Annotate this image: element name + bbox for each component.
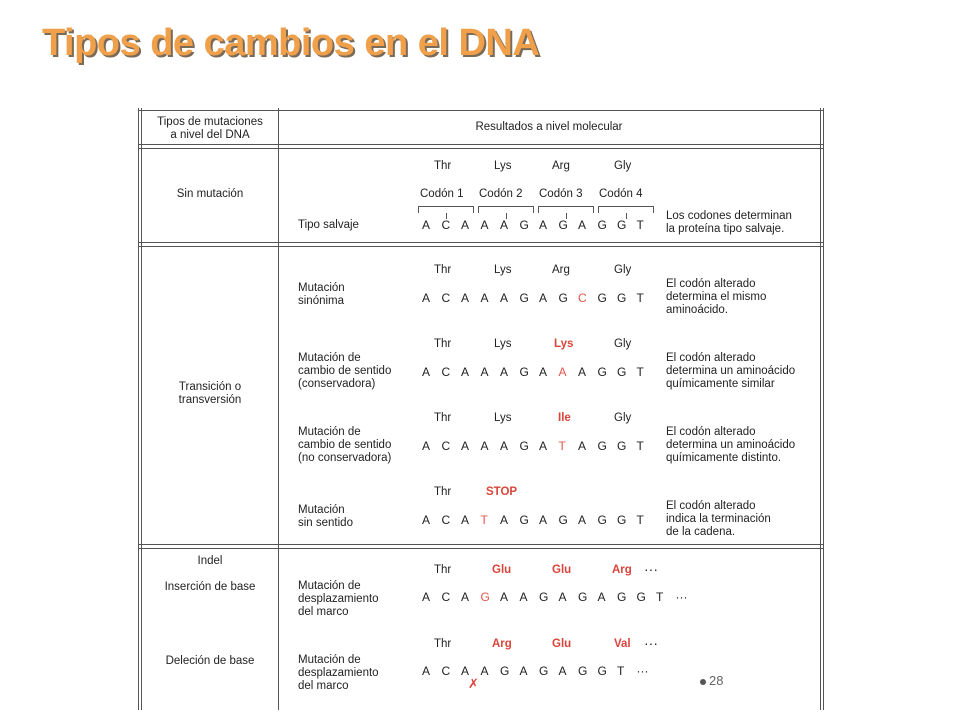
nucleotide: T <box>636 218 644 232</box>
nucleotide: G <box>578 590 588 604</box>
row-label: Mutación sin sentido <box>298 504 353 529</box>
slide-title: Tipos de cambios en el DNA <box>42 22 540 64</box>
nucleotide: A <box>461 664 470 678</box>
aa-label-mutated: Ile <box>558 412 571 424</box>
row-label: Mutación sinónima <box>298 282 345 307</box>
nucleotide: A <box>519 590 528 604</box>
aa-label-stop: STOP <box>486 486 518 498</box>
row-label: Mutación de cambio de sentido (conservadora) <box>298 352 392 390</box>
nucleotide: G <box>617 439 627 453</box>
label-insertion: Inserción de base <box>164 581 256 593</box>
nucleotide: A <box>500 590 509 604</box>
dna-sequence <box>422 365 656 379</box>
nucleotide: G <box>519 218 529 232</box>
nucleotide: T <box>480 513 488 527</box>
nucleotide: A <box>480 439 489 453</box>
nucleotide: A <box>558 664 567 678</box>
deletion-mark-icon: ✗ <box>468 676 479 691</box>
header-mutation-types: Tipos de mutaciones a nivel del DNA <box>157 116 263 141</box>
row-label: Mutación de desplazamiento del marco <box>298 654 379 692</box>
nucleotide: G <box>636 590 646 604</box>
nucleotide: G <box>558 218 568 232</box>
nucleotide: C <box>441 590 451 604</box>
nucleotide: A <box>500 365 509 379</box>
nucleotide: C <box>441 664 451 678</box>
nucleotide: A <box>519 664 528 678</box>
nucleotide: G <box>539 590 549 604</box>
bullet-icon <box>700 679 706 685</box>
nucleotide: A <box>461 439 470 453</box>
row-label-wild-type: Tipo salvaje <box>298 219 359 231</box>
dna-sequence <box>422 218 656 232</box>
aa-label-shifted: Val <box>614 638 631 650</box>
nucleotide: G <box>519 291 529 305</box>
nucleotide: A <box>578 365 587 379</box>
nucleotide: A <box>539 365 548 379</box>
aa-label: Thr <box>434 486 452 498</box>
row-label: Mutación de cambio de sentido (no conservadora) <box>298 426 392 464</box>
aa-label: Gly <box>614 160 632 172</box>
nucleotide: G <box>617 365 627 379</box>
nucleotide: G <box>597 291 607 305</box>
aa-label: Thr <box>434 160 452 172</box>
nucleotide: A <box>422 439 431 453</box>
codon-label: Codón 1 <box>420 188 464 200</box>
nucleotide: C <box>441 365 451 379</box>
nucleotide: A <box>422 513 431 527</box>
ellipsis: ··· <box>636 664 649 678</box>
dna-sequence <box>422 513 656 527</box>
row-note: El codón alterado indica la terminación de la cadena. <box>666 500 771 538</box>
row-note: El codón alterado determina un aminoácido químicamente similar <box>666 352 796 390</box>
nucleotide: A <box>539 218 548 232</box>
nucleotide: A <box>500 439 509 453</box>
nucleotide: G <box>480 590 490 604</box>
dna-sequence <box>422 439 656 453</box>
nucleotide: A <box>539 439 548 453</box>
label-no-mutation: Sin mutación <box>176 188 244 200</box>
aa-label: Thr <box>434 338 452 350</box>
nucleotide: T <box>636 513 644 527</box>
aa-label: Lys <box>494 160 512 172</box>
nucleotide: A <box>578 218 587 232</box>
codon-brace <box>538 206 594 213</box>
aa-label-shifted: Arg <box>612 564 632 576</box>
codon-brace <box>478 206 534 213</box>
nucleotide: C <box>441 291 451 305</box>
aa-label-shifted: Glu <box>552 638 572 650</box>
nucleotide: A <box>558 590 567 604</box>
aa-label: Lys <box>494 264 512 276</box>
aa-label: Lys <box>494 412 512 424</box>
row-note: Los codones determinan la proteína tipo salvaje. <box>666 210 792 235</box>
nucleotide: A <box>578 513 587 527</box>
aa-label-shifted: Arg <box>492 638 512 650</box>
nucleotide: A <box>461 218 470 232</box>
codon-label: Codón 3 <box>539 188 583 200</box>
codon-label: Codón 2 <box>479 188 523 200</box>
nucleotide: C <box>441 218 451 232</box>
codon-brace <box>598 206 654 213</box>
codon-brace <box>418 206 474 213</box>
nucleotide: A <box>500 291 509 305</box>
row-note: El codón alterado determina un aminoácido químicamente distinto. <box>666 426 796 464</box>
aa-label: Thr <box>434 264 452 276</box>
aa-label: Thr <box>434 564 452 576</box>
aa-label: Thr <box>434 638 452 650</box>
codon-label: Codón 4 <box>599 188 643 200</box>
nucleotide: A <box>480 365 489 379</box>
nucleotide: A <box>597 590 606 604</box>
label-indel: Indel <box>197 555 223 567</box>
nucleotide: G <box>519 365 529 379</box>
dna-sequence <box>422 590 688 604</box>
dna-sequence <box>422 664 649 678</box>
aa-label: Gly <box>614 338 632 350</box>
nucleotide: A <box>461 590 470 604</box>
aa-label: Gly <box>614 412 632 424</box>
aa-label: Gly <box>614 264 632 276</box>
ellipsis: ··· <box>644 635 658 651</box>
page-number: 28 <box>700 673 723 688</box>
aa-label: Arg <box>552 160 570 172</box>
nucleotide: G <box>558 513 568 527</box>
row-label: Mutación de desplazamiento del marco <box>298 580 379 618</box>
aa-label: Arg <box>552 264 570 276</box>
nucleotide: A <box>422 664 431 678</box>
nucleotide: A <box>461 365 470 379</box>
aa-label-shifted: Glu <box>552 564 572 576</box>
nucleotide: A <box>500 218 509 232</box>
aa-label: Thr <box>434 412 452 424</box>
nucleotide: A <box>480 291 489 305</box>
nucleotide: T <box>636 439 644 453</box>
nucleotide: A <box>500 513 509 527</box>
nucleotide: A <box>461 291 470 305</box>
nucleotide: C <box>441 439 451 453</box>
label-transition: Transición o transversión <box>178 381 242 406</box>
nucleotide: A <box>422 365 431 379</box>
nucleotide: G <box>519 513 529 527</box>
nucleotide: G <box>519 439 529 453</box>
nucleotide: G <box>578 664 588 678</box>
nucleotide: A <box>422 218 431 232</box>
ellipsis: ··· <box>644 561 658 577</box>
nucleotide: G <box>558 291 568 305</box>
nucleotide: G <box>597 365 607 379</box>
aa-label-mutated: Lys <box>554 338 574 350</box>
nucleotide: A <box>480 218 489 232</box>
aa-label: Lys <box>494 338 512 350</box>
nucleotide: G <box>500 664 510 678</box>
nucleotide: A <box>539 291 548 305</box>
nucleotide: G <box>597 439 607 453</box>
nucleotide: A <box>539 513 548 527</box>
nucleotide: T <box>656 590 664 604</box>
nucleotide: G <box>617 590 627 604</box>
row-note: El codón alterado determina el mismo aminoácido. <box>666 278 767 316</box>
header-molecular-results: Resultados a nivel molecular <box>475 121 623 133</box>
nucleotide: G <box>597 513 607 527</box>
nucleotide: A <box>558 365 567 379</box>
nucleotide: G <box>617 513 627 527</box>
ellipsis: ··· <box>675 590 688 604</box>
mutation-types-table <box>138 108 824 710</box>
nucleotide: A <box>422 590 431 604</box>
nucleotide: C <box>578 291 587 305</box>
nucleotide: T <box>558 439 566 453</box>
nucleotide: A <box>461 513 470 527</box>
dna-sequence <box>422 291 656 305</box>
aa-label-shifted: Glu <box>492 564 512 576</box>
nucleotide: A <box>422 291 431 305</box>
label-deletion: Deleción de base <box>165 655 255 667</box>
nucleotide: G <box>597 664 607 678</box>
nucleotide: C <box>441 513 451 527</box>
nucleotide: G <box>539 664 549 678</box>
nucleotide: T <box>636 291 644 305</box>
nucleotide: A <box>578 439 587 453</box>
nucleotide: T <box>636 365 644 379</box>
nucleotide: G <box>617 218 627 232</box>
nucleotide: T <box>617 664 625 678</box>
nucleotide: G <box>597 218 607 232</box>
nucleotide: G <box>617 291 627 305</box>
nucleotide: A <box>480 664 489 678</box>
